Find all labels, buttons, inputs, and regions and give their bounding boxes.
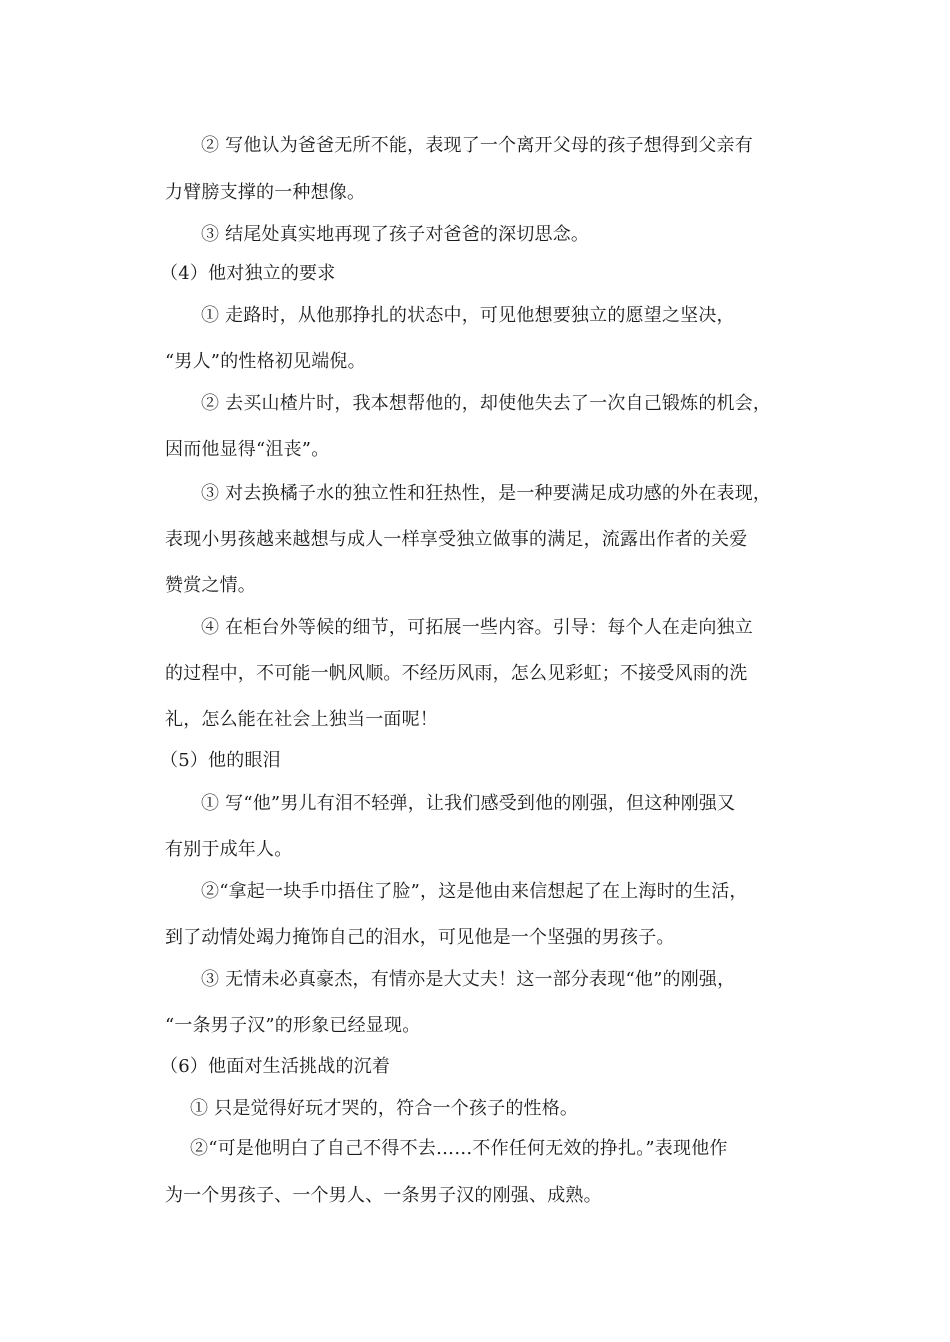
paragraph-line: ① 走路时，从他那挣扎的状态中，可见他想要独立的愿望之坚决， <box>201 305 735 326</box>
paragraph-line: 表现小男孩越来越想与成人一样享受独立做事的满足，流露出作者的关爱 <box>165 529 748 550</box>
paragraph-line: “一条男子汉”的形象已经显现。 <box>165 1015 421 1036</box>
paragraph-line: ③ 结尾处真实地再现了孩子对爸爸的深切思念。 <box>201 224 590 245</box>
paragraph-line: 力臂膀支撑的一种想像。 <box>165 182 366 203</box>
paragraph-line: 为一个男孩子、一个男人、一条男子汉的刚强、成熟。 <box>165 1185 602 1206</box>
paragraph-line: ② 去买山楂片时，我本想帮他的，却使他失去了一次自己锻炼的机会， <box>201 393 772 414</box>
paragraph-line: “男人”的性格初见端倪。 <box>165 351 366 372</box>
paragraph-line: ②“可是他明白了自己不得不去……不作任何无效的挣扎。”表现他作 <box>190 1138 728 1159</box>
section-heading: （4）他对独立的要求 <box>160 263 336 284</box>
paragraph-line: ③ 对去换橘子水的独立性和狂热性，是一种要满足成功感的外在表现， <box>201 483 772 504</box>
paragraph-line: 有别于成年人。 <box>165 839 293 860</box>
paragraph-line: ① 写“他”男儿有泪不轻弹，让我们感受到他的刚强，但这种刚强又 <box>201 793 736 814</box>
paragraph-line: 因而他显得“沮丧”。 <box>165 439 330 460</box>
section-heading: （5）他的眼泪 <box>160 750 281 771</box>
paragraph-line: 礼，怎么能在社会上独当一面呢！ <box>165 709 438 730</box>
paragraph-line: ④ 在柜台外等候的细节，可拓展一些内容。引导：每个人在走向独立 <box>201 617 753 638</box>
paragraph-line: ① 只是觉得好玩才哭的，符合一个孩子的性格。 <box>190 1098 579 1119</box>
paragraph-line: 到了动情处竭力掩饰自己的泪水，可见他是一个坚强的男孩子。 <box>165 927 675 948</box>
paragraph-line: 的过程中，不可能一帆风顺。不经历风雨，怎么见彩虹；不接受风雨的洗 <box>165 663 748 684</box>
paragraph-line: 赞赏之情。 <box>165 575 256 596</box>
paragraph-line: ②“拿起一块手巾捂住了脸”，这是他由来信想起了在上海时的生活， <box>201 881 748 902</box>
paragraph-line: ③ 无情未必真豪杰，有情亦是大丈夫！这一部分表现“他”的刚强， <box>201 969 736 990</box>
section-heading: （6）他面对生活挑战的沉着 <box>160 1056 391 1077</box>
paragraph-line: ② 写他认为爸爸无所不能，表现了一个离开父母的孩子想得到父亲有 <box>201 135 753 156</box>
